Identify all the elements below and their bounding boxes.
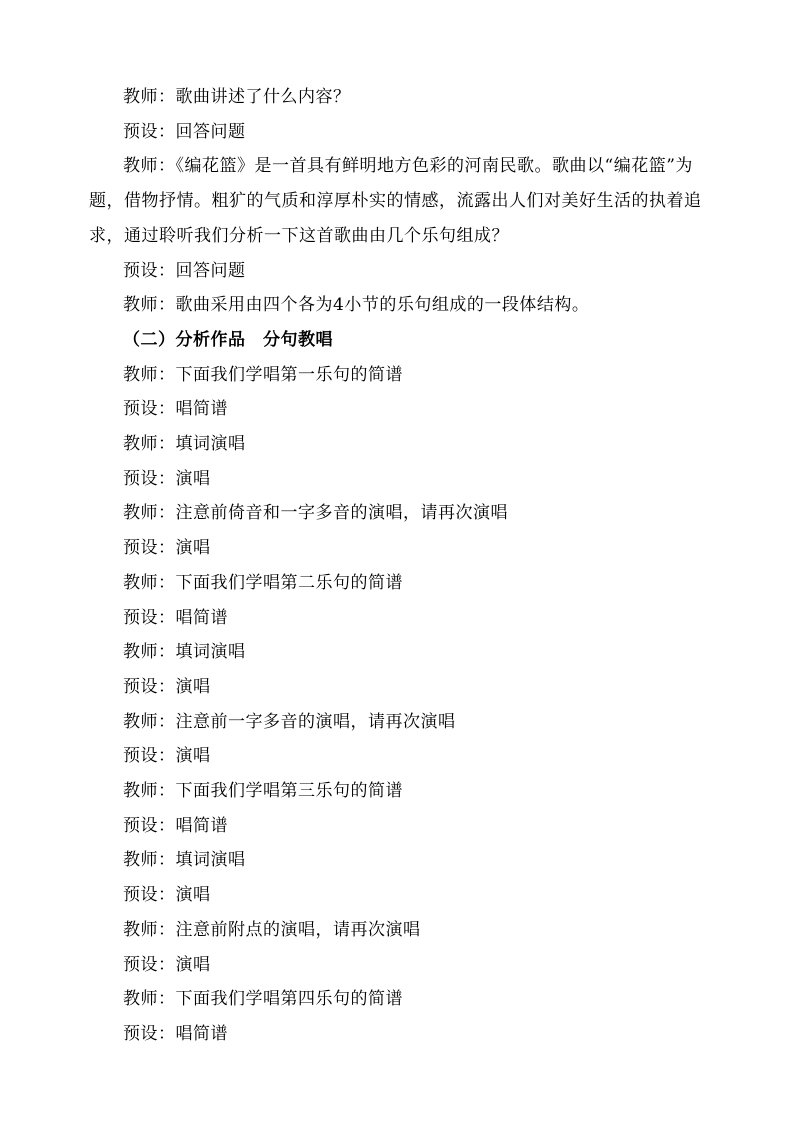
- paragraph-preset: 预设：演唱: [123, 746, 211, 767]
- paragraph-preset: 预设：唱简谱: [123, 1023, 228, 1044]
- paragraph-preset: 预设：演唱: [123, 954, 211, 975]
- paragraph-preset: 预设：演唱: [123, 468, 211, 489]
- paragraph-teacher: 教师：下面我们学唱第二乐句的简谱: [123, 572, 403, 593]
- paragraph-preset: 预设：唱简谱: [123, 815, 228, 836]
- paragraph-preset: 预设：唱简谱: [123, 399, 228, 420]
- paragraph-teacher: 教师：填词演唱: [123, 642, 246, 663]
- paragraph-preset-answer: 预设：回答问题: [123, 260, 246, 281]
- paragraph-teacher: 教师：填词演唱: [123, 434, 246, 455]
- paragraph-teacher: 教师：下面我们学唱第三乐句的简谱: [123, 781, 403, 802]
- paragraph-teacher: 教师：下面我们学唱第一乐句的简谱: [123, 364, 403, 385]
- paragraph-teacher: 教师：注意前附点的演唱，请再次演唱: [123, 919, 421, 940]
- paragraph-preset: 预设：演唱: [123, 676, 211, 697]
- paragraph-preset: 预设：演唱: [123, 538, 211, 559]
- paragraph-teacher: 教师：注意前一字多音的演唱，请再次演唱: [123, 711, 456, 732]
- paragraph-teacher-structure: 教师：歌曲采用由四个各为4小节的乐句组成的一段体结构。: [123, 295, 590, 316]
- paragraph-teacher-intro: 教师：《编花篮》是一首具有鲜明地方色彩的河南民歌。歌曲以“编花篮”为题，借物抒情。粗犷的气质和淳厚朴实的情感，流露出人们对美好生活的执着追求，通过聆听我们分析一下这首歌曲由几个乐句组成？: [89, 156, 702, 246]
- paragraph-teacher-question: 教师：歌曲讲述了什么内容？: [123, 87, 351, 107]
- paragraph-teacher: 教师：下面我们学唱第四乐句的简谱: [123, 989, 403, 1010]
- section-heading: （二）分析作品 分句教唱: [123, 329, 333, 350]
- document-body: [89, 80, 709, 1052]
- paragraph-preset: 预设：演唱: [123, 885, 211, 906]
- paragraph-teacher: 教师：注意前倚音和一字多音的演唱，请再次演唱: [123, 503, 508, 524]
- paragraph-teacher: 教师：填词演唱: [123, 850, 246, 871]
- paragraph-preset-answer: 预设：回答问题: [123, 121, 246, 142]
- paragraph-preset: 预设：唱简谱: [123, 607, 228, 628]
